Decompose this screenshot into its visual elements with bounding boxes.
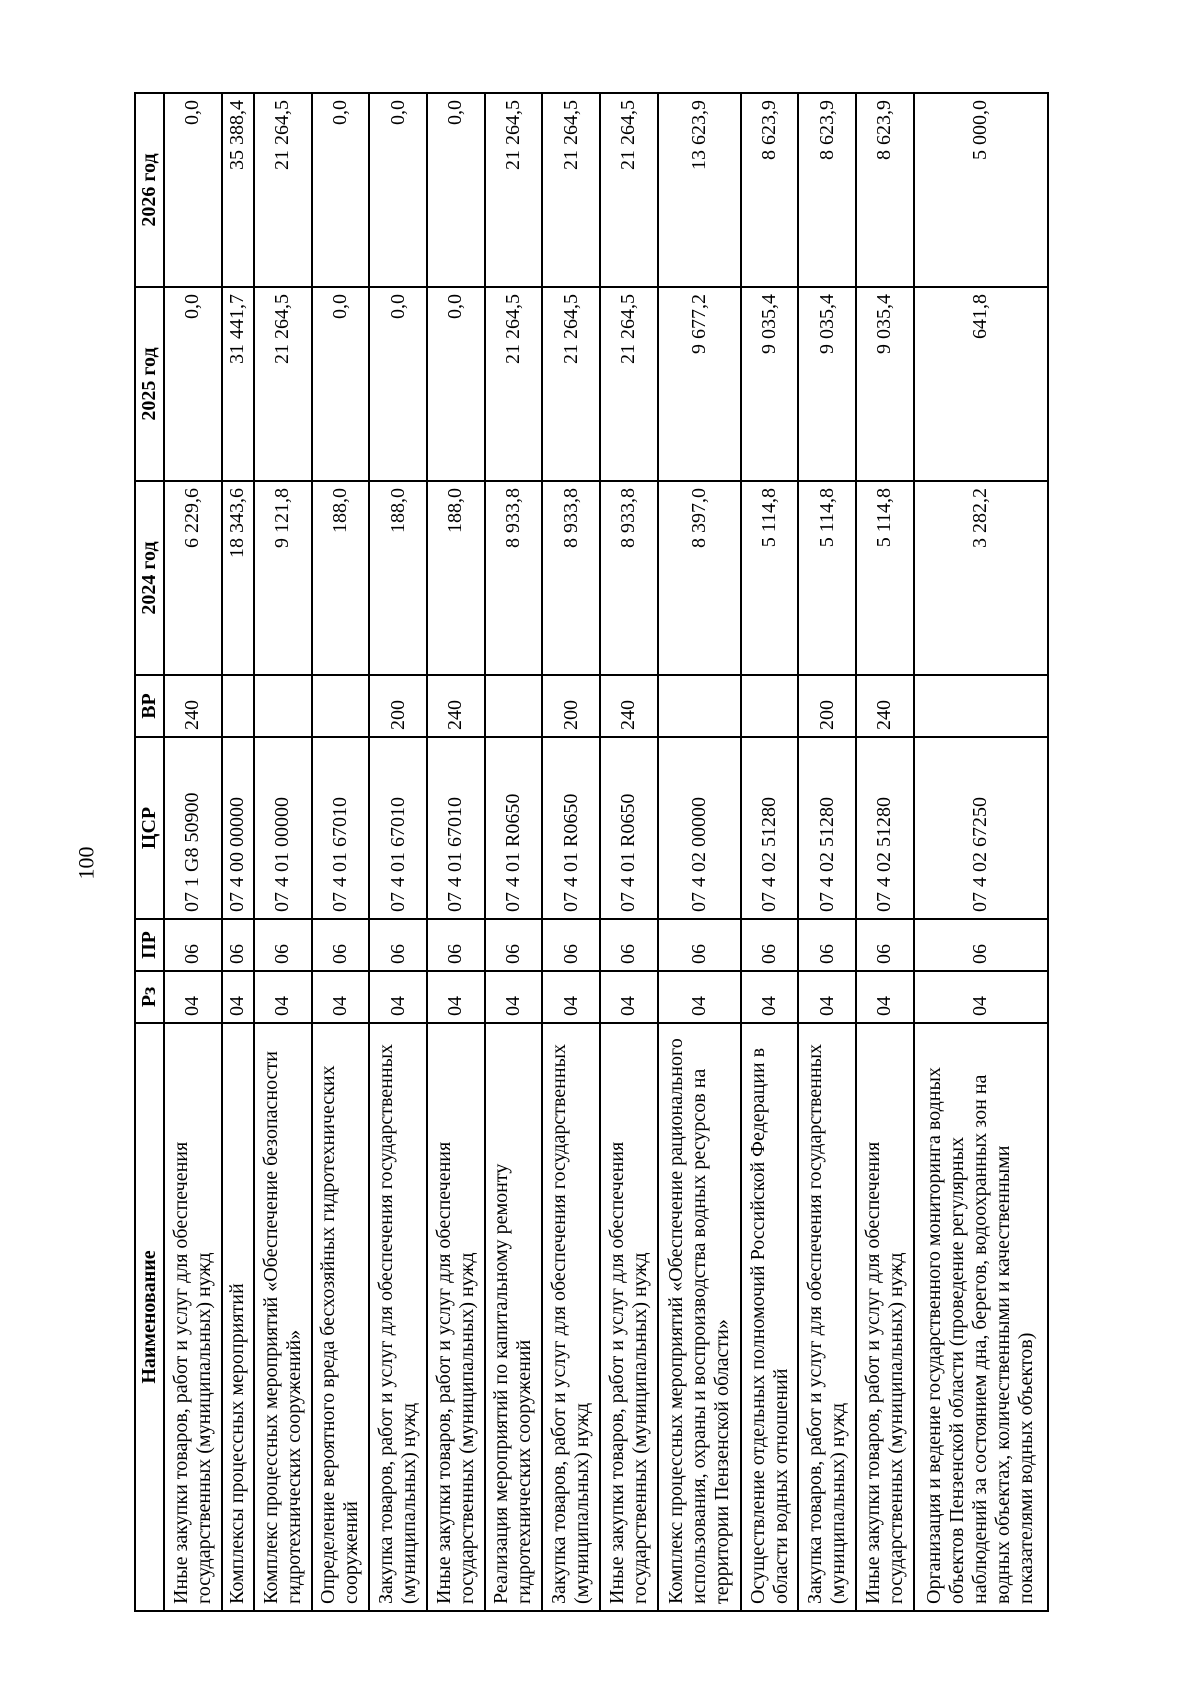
cell-name: Реализация мероприятий по капитальному ремонту гидротехнических сооружений bbox=[485, 1023, 543, 1611]
cell-pr: 06 bbox=[600, 919, 658, 971]
cell-y2026: 13 623,9 bbox=[658, 93, 741, 287]
cell-vr: 200 bbox=[798, 675, 856, 737]
cell-name: Комплекс процессных мероприятий «Обеспечение безопасности гидротехнических сооружений» bbox=[254, 1023, 312, 1611]
cell-rz: 04 bbox=[914, 971, 1048, 1023]
cell-name: Комплекс процессных мероприятий «Обеспечение рационального использования, охраны и воспроизводства водных ресурсов на территории Пензенской области» bbox=[658, 1023, 741, 1611]
cell-y2025: 0,0 bbox=[427, 287, 485, 481]
cell-y2024: 8 933,8 bbox=[485, 481, 543, 675]
cell-vr: 240 bbox=[164, 675, 222, 737]
cell-y2024: 5 114,8 bbox=[856, 481, 914, 675]
cell-y2024: 18 343,6 bbox=[222, 481, 254, 675]
cell-pr: 06 bbox=[254, 919, 312, 971]
cell-y2026: 21 264,5 bbox=[254, 93, 312, 287]
cell-vr bbox=[254, 675, 312, 737]
cell-y2025: 9 035,4 bbox=[741, 287, 799, 481]
cell-csr: 07 4 02 51280 bbox=[856, 737, 914, 919]
cell-csr: 07 4 01 R0650 bbox=[542, 737, 600, 919]
cell-y2024: 6 229,6 bbox=[164, 481, 222, 675]
cell-csr: 07 4 02 51280 bbox=[741, 737, 799, 919]
cell-name: Закупка товаров, работ и услуг для обеспечения государственных (муниципальных) нужд bbox=[798, 1023, 856, 1611]
cell-y2026: 0,0 bbox=[427, 93, 485, 287]
table-row bbox=[798, 93, 856, 1611]
cell-y2025: 0,0 bbox=[164, 287, 222, 481]
header-pr: ПР bbox=[135, 919, 164, 971]
cell-rz: 04 bbox=[222, 971, 254, 1023]
cell-y2025: 21 264,5 bbox=[254, 287, 312, 481]
cell-name: Иные закупки товаров, работ и услуг для обеспечения государственных (муниципальных) нужд bbox=[164, 1023, 222, 1611]
cell-rz: 04 bbox=[658, 971, 741, 1023]
cell-vr: 200 bbox=[369, 675, 427, 737]
cell-y2025: 0,0 bbox=[369, 287, 427, 481]
table-row bbox=[164, 93, 222, 1611]
cell-csr: 07 4 00 00000 bbox=[222, 737, 254, 919]
table-row bbox=[741, 93, 799, 1611]
cell-rz: 04 bbox=[798, 971, 856, 1023]
table-row bbox=[222, 93, 254, 1611]
cell-pr: 06 bbox=[856, 919, 914, 971]
cell-vr bbox=[658, 675, 741, 737]
cell-y2026: 0,0 bbox=[164, 93, 222, 287]
cell-y2025: 21 264,5 bbox=[600, 287, 658, 481]
cell-name: Комплексы процессных мероприятий bbox=[222, 1023, 254, 1611]
cell-name: Определение вероятного вреда бесхозяйных гидротехнических сооружений bbox=[312, 1023, 370, 1611]
cell-csr: 07 4 01 R0650 bbox=[600, 737, 658, 919]
cell-y2024: 188,0 bbox=[427, 481, 485, 675]
cell-vr: 240 bbox=[856, 675, 914, 737]
header-row bbox=[135, 93, 164, 1611]
cell-name: Иные закупки товаров, работ и услуг для обеспечения государственных (муниципальных) нужд bbox=[427, 1023, 485, 1611]
cell-pr: 06 bbox=[798, 919, 856, 971]
cell-y2024: 3 282,2 bbox=[914, 481, 1048, 675]
table-row bbox=[600, 93, 658, 1611]
cell-y2025: 21 264,5 bbox=[485, 287, 543, 481]
cell-y2025: 9 677,2 bbox=[658, 287, 741, 481]
cell-rz: 04 bbox=[542, 971, 600, 1023]
cell-rz: 04 bbox=[427, 971, 485, 1023]
cell-pr: 06 bbox=[485, 919, 543, 971]
cell-y2025: 31 441,7 bbox=[222, 287, 254, 481]
cell-pr: 06 bbox=[369, 919, 427, 971]
cell-pr: 06 bbox=[427, 919, 485, 971]
cell-pr: 06 bbox=[542, 919, 600, 971]
cell-y2024: 8 397,0 bbox=[658, 481, 741, 675]
cell-csr: 07 4 02 67250 bbox=[914, 737, 1048, 919]
cell-rz: 04 bbox=[369, 971, 427, 1023]
table-row bbox=[914, 93, 1048, 1611]
cell-y2026: 21 264,5 bbox=[542, 93, 600, 287]
table-row bbox=[312, 93, 370, 1611]
cell-y2024: 5 114,8 bbox=[798, 481, 856, 675]
page-number: 100 bbox=[73, 846, 99, 880]
cell-name: Иные закупки товаров, работ и услуг для обеспечения государственных (муниципальных) нужд bbox=[600, 1023, 658, 1611]
cell-pr: 06 bbox=[741, 919, 799, 971]
cell-csr: 07 4 01 00000 bbox=[254, 737, 312, 919]
header-2026: 2026 год bbox=[135, 93, 164, 287]
table-row bbox=[485, 93, 543, 1611]
cell-pr: 06 bbox=[164, 919, 222, 971]
cell-y2025: 0,0 bbox=[312, 287, 370, 481]
cell-y2024: 5 114,8 bbox=[741, 481, 799, 675]
cell-csr: 07 4 01 67010 bbox=[369, 737, 427, 919]
cell-vr bbox=[741, 675, 799, 737]
cell-y2025: 9 035,4 bbox=[856, 287, 914, 481]
cell-rz: 04 bbox=[600, 971, 658, 1023]
table-row bbox=[542, 93, 600, 1611]
cell-y2025: 9 035,4 bbox=[798, 287, 856, 481]
header-vr: ВР bbox=[135, 675, 164, 737]
budget-table bbox=[134, 92, 1049, 1612]
cell-y2025: 641,8 bbox=[914, 287, 1048, 481]
rotated-table-container bbox=[134, 94, 1049, 1612]
table-row bbox=[369, 93, 427, 1611]
cell-pr: 06 bbox=[658, 919, 741, 971]
cell-vr bbox=[222, 675, 254, 737]
header-2025: 2025 год bbox=[135, 287, 164, 481]
table-row bbox=[427, 93, 485, 1611]
cell-vr: 240 bbox=[427, 675, 485, 737]
cell-pr: 06 bbox=[914, 919, 1048, 971]
cell-rz: 04 bbox=[312, 971, 370, 1023]
cell-y2026: 5 000,0 bbox=[914, 93, 1048, 287]
cell-name: Осуществление отдельных полномочий Российской Федерации в области водных отношений bbox=[741, 1023, 799, 1611]
cell-rz: 04 bbox=[485, 971, 543, 1023]
cell-y2026: 8 623,9 bbox=[856, 93, 914, 287]
cell-csr: 07 4 02 00000 bbox=[658, 737, 741, 919]
cell-vr: 240 bbox=[600, 675, 658, 737]
cell-name: Организация и ведение государственного мониторинга водных объектов Пензенской области (проведение регулярных наблюдений за состоянием дна, берегов, водоохранных зон на водных объектах, количественными и качественными показателями водных объектов) bbox=[914, 1023, 1048, 1611]
cell-csr: 07 4 01 67010 bbox=[312, 737, 370, 919]
table-row bbox=[856, 93, 914, 1611]
cell-vr: 200 bbox=[542, 675, 600, 737]
table-row bbox=[658, 93, 741, 1611]
table-row bbox=[254, 93, 312, 1611]
cell-pr: 06 bbox=[222, 919, 254, 971]
header-rz: Рз bbox=[135, 971, 164, 1023]
cell-y2026: 35 388,4 bbox=[222, 93, 254, 287]
cell-csr: 07 4 01 67010 bbox=[427, 737, 485, 919]
cell-vr bbox=[312, 675, 370, 737]
cell-y2024: 9 121,8 bbox=[254, 481, 312, 675]
cell-csr: 07 4 01 R0650 bbox=[485, 737, 543, 919]
cell-rz: 04 bbox=[164, 971, 222, 1023]
cell-vr bbox=[485, 675, 543, 737]
cell-rz: 04 bbox=[741, 971, 799, 1023]
cell-y2024: 8 933,8 bbox=[600, 481, 658, 675]
cell-y2026: 21 264,5 bbox=[485, 93, 543, 287]
cell-csr: 07 4 02 51280 bbox=[798, 737, 856, 919]
cell-rz: 04 bbox=[856, 971, 914, 1023]
cell-name: Закупка товаров, работ и услуг для обеспечения государственных (муниципальных) нужд bbox=[369, 1023, 427, 1611]
header-csr: ЦСР bbox=[135, 737, 164, 919]
cell-y2024: 188,0 bbox=[312, 481, 370, 675]
cell-rz: 04 bbox=[254, 971, 312, 1023]
cell-vr bbox=[914, 675, 1048, 737]
cell-y2026: 8 623,9 bbox=[741, 93, 799, 287]
cell-y2024: 188,0 bbox=[369, 481, 427, 675]
cell-csr: 07 1 G8 50900 bbox=[164, 737, 222, 919]
cell-pr: 06 bbox=[312, 919, 370, 971]
cell-name: Закупка товаров, работ и услуг для обеспечения государственных (муниципальных) нужд bbox=[542, 1023, 600, 1611]
header-2024: 2024 год bbox=[135, 481, 164, 675]
header-name: Наименование bbox=[135, 1023, 164, 1611]
cell-y2026: 0,0 bbox=[369, 93, 427, 287]
cell-y2025: 21 264,5 bbox=[542, 287, 600, 481]
cell-y2026: 0,0 bbox=[312, 93, 370, 287]
cell-y2026: 21 264,5 bbox=[600, 93, 658, 287]
cell-y2026: 8 623,9 bbox=[798, 93, 856, 287]
cell-y2024: 8 933,8 bbox=[542, 481, 600, 675]
cell-name: Иные закупки товаров, работ и услуг для обеспечения государственных (муниципальных) нужд bbox=[856, 1023, 914, 1611]
